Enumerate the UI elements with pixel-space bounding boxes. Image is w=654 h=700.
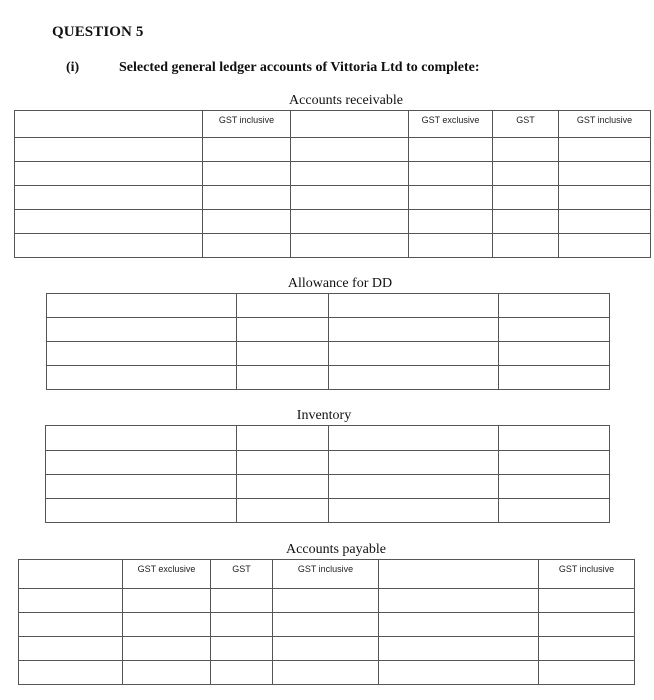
ledger-cell[interactable] xyxy=(203,234,291,258)
ledger-cell[interactable] xyxy=(493,111,559,138)
ledger-cell[interactable] xyxy=(203,186,291,210)
ledger-cell[interactable] xyxy=(499,499,610,523)
ledger-cell[interactable] xyxy=(15,111,203,138)
table-row xyxy=(15,234,651,258)
ledger-cell[interactable] xyxy=(211,560,273,589)
ledger-cell[interactable] xyxy=(499,294,610,318)
ledger-cell[interactable] xyxy=(499,366,610,390)
ledger-cell[interactable] xyxy=(273,661,379,685)
ledger-cell[interactable] xyxy=(379,560,539,589)
ledger-cell[interactable] xyxy=(203,210,291,234)
table-row xyxy=(19,637,635,661)
column-header: GST xyxy=(516,115,535,125)
ledger-cell[interactable] xyxy=(15,138,203,162)
ledger-cell[interactable] xyxy=(46,499,237,523)
ledger-cell[interactable] xyxy=(46,475,237,499)
ledger-cell[interactable] xyxy=(409,186,493,210)
ledger-cell[interactable] xyxy=(47,294,237,318)
ledger-cell[interactable] xyxy=(559,210,651,234)
ledger-cell[interactable] xyxy=(329,475,499,499)
column-header: GST inclusive xyxy=(297,564,354,574)
ledger-cell[interactable] xyxy=(559,138,651,162)
table-row xyxy=(15,162,651,186)
inventory-title: Inventory xyxy=(296,408,352,423)
ledger-cell[interactable] xyxy=(291,234,409,258)
ledger-cell[interactable] xyxy=(19,637,123,661)
question-title: QUESTION 5 xyxy=(52,24,144,40)
table-row xyxy=(19,661,635,685)
column-header: GST exclusive xyxy=(137,564,196,574)
table-row xyxy=(19,560,635,589)
ledger-cell[interactable] xyxy=(291,210,409,234)
ledger-cell[interactable] xyxy=(559,234,651,258)
allowance-dd-title: Allowance for DD xyxy=(287,276,393,291)
table-row xyxy=(47,366,610,390)
ledger-cell[interactable] xyxy=(329,499,499,523)
ledger-cell[interactable] xyxy=(493,138,559,162)
ledger-cell[interactable] xyxy=(539,613,635,637)
ledger-cell[interactable] xyxy=(273,560,379,589)
ledger-cell[interactable] xyxy=(19,661,123,685)
allowance-dd-ledger xyxy=(46,293,610,390)
ledger-cell[interactable] xyxy=(19,613,123,637)
ledger-cell[interactable] xyxy=(211,589,273,613)
part-number: (i) xyxy=(66,60,80,75)
accounts-payable-title: Accounts payable xyxy=(286,542,386,557)
ledger-cell[interactable] xyxy=(409,138,493,162)
ledger-cell[interactable] xyxy=(211,661,273,685)
table-row xyxy=(15,138,651,162)
table-row xyxy=(46,499,610,523)
ledger-cell[interactable] xyxy=(539,661,635,685)
ledger-cell[interactable] xyxy=(237,318,329,342)
part-instruction: Selected general ledger accounts of Vittoria Ltd to complete: xyxy=(119,60,480,75)
accounts-receivable-ledger xyxy=(14,110,651,258)
ledger-cell[interactable] xyxy=(123,589,211,613)
ledger-cell[interactable] xyxy=(237,426,329,451)
accounts-payable-ledger xyxy=(18,559,635,685)
ledger-cell[interactable] xyxy=(291,162,409,186)
ledger-cell[interactable] xyxy=(47,318,237,342)
column-header xyxy=(291,111,408,115)
ledger-cell[interactable] xyxy=(493,162,559,186)
ledger-cell[interactable] xyxy=(409,162,493,186)
ledger-cell[interactable] xyxy=(211,637,273,661)
ledger-cell[interactable] xyxy=(47,342,237,366)
ledger-cell[interactable] xyxy=(237,499,329,523)
table-row xyxy=(19,613,635,637)
ledger-cell[interactable] xyxy=(237,475,329,499)
ledger-cell[interactable] xyxy=(329,366,499,390)
ledger-cell[interactable] xyxy=(237,294,329,318)
ledger-cell[interactable] xyxy=(291,111,409,138)
ledger-cell[interactable] xyxy=(409,210,493,234)
ledger-cell[interactable] xyxy=(123,637,211,661)
ledger-cell[interactable] xyxy=(291,186,409,210)
ledger-cell[interactable] xyxy=(539,589,635,613)
ledger-cell[interactable] xyxy=(559,186,651,210)
ledger-cell[interactable] xyxy=(493,186,559,210)
ledger-cell[interactable] xyxy=(123,661,211,685)
ledger-cell[interactable] xyxy=(19,589,123,613)
ledger-cell[interactable] xyxy=(493,234,559,258)
column-header xyxy=(15,111,202,115)
column-header: GST inclusive xyxy=(218,115,275,125)
table-row xyxy=(46,451,610,475)
column-header: GST xyxy=(232,564,251,574)
ledger-cell[interactable] xyxy=(539,560,635,589)
accounts-receivable-title: Accounts receivable xyxy=(289,93,403,108)
ledger-cell[interactable] xyxy=(273,637,379,661)
ledger-cell[interactable] xyxy=(15,186,203,210)
ledger-cell[interactable] xyxy=(493,210,559,234)
ledger-cell[interactable] xyxy=(499,318,610,342)
ledger-cell[interactable] xyxy=(47,366,237,390)
ledger-cell[interactable] xyxy=(203,111,291,138)
ledger-cell[interactable] xyxy=(15,162,203,186)
ledger-cell[interactable] xyxy=(379,589,539,613)
ledger-cell[interactable] xyxy=(499,475,610,499)
ledger-cell[interactable] xyxy=(273,613,379,637)
table-row xyxy=(19,589,635,613)
ledger-cell[interactable] xyxy=(123,560,211,589)
ledger-cell[interactable] xyxy=(237,366,329,390)
table-row xyxy=(47,318,610,342)
table-row xyxy=(15,111,651,138)
ledger-cell[interactable] xyxy=(203,138,291,162)
ledger-cell[interactable] xyxy=(237,342,329,366)
ledger-cell[interactable] xyxy=(329,426,499,451)
ledger-cell[interactable] xyxy=(46,451,237,475)
ledger-cell[interactable] xyxy=(203,162,291,186)
ledger-cell[interactable] xyxy=(15,234,203,258)
table-row xyxy=(46,426,610,451)
ledger-cell[interactable] xyxy=(379,613,539,637)
ledger-cell[interactable] xyxy=(379,637,539,661)
ledger-cell[interactable] xyxy=(211,613,273,637)
table-row xyxy=(15,210,651,234)
ledger-cell[interactable] xyxy=(499,451,610,475)
ledger-cell[interactable] xyxy=(379,661,539,685)
ledger-cell[interactable] xyxy=(409,111,493,138)
ledger-cell[interactable] xyxy=(46,426,237,451)
ledger-cell[interactable] xyxy=(329,294,499,318)
column-header: GST inclusive xyxy=(558,564,615,574)
table-row xyxy=(46,475,610,499)
table-row xyxy=(47,294,610,318)
ledger-cell[interactable] xyxy=(123,613,211,637)
ledger-cell[interactable] xyxy=(559,111,651,138)
column-header: GST inclusive xyxy=(576,115,633,125)
ledger-cell[interactable] xyxy=(237,451,329,475)
column-header: GST exclusive xyxy=(421,115,480,125)
ledger-cell[interactable] xyxy=(539,637,635,661)
inventory-ledger xyxy=(45,425,610,523)
ledger-cell[interactable] xyxy=(499,426,610,451)
ledger-cell[interactable] xyxy=(329,451,499,475)
ledger-cell[interactable] xyxy=(291,138,409,162)
ledger-cell[interactable] xyxy=(15,210,203,234)
ledger-cell[interactable] xyxy=(19,560,123,589)
column-header xyxy=(19,560,122,564)
ledger-cell[interactable] xyxy=(273,589,379,613)
table-row xyxy=(15,186,651,210)
ledger-cell[interactable] xyxy=(409,234,493,258)
table-row xyxy=(47,342,610,366)
ledger-cell[interactable] xyxy=(499,342,610,366)
ledger-cell[interactable] xyxy=(559,162,651,186)
column-header xyxy=(379,560,538,564)
ledger-cell[interactable] xyxy=(329,342,499,366)
ledger-cell[interactable] xyxy=(329,318,499,342)
